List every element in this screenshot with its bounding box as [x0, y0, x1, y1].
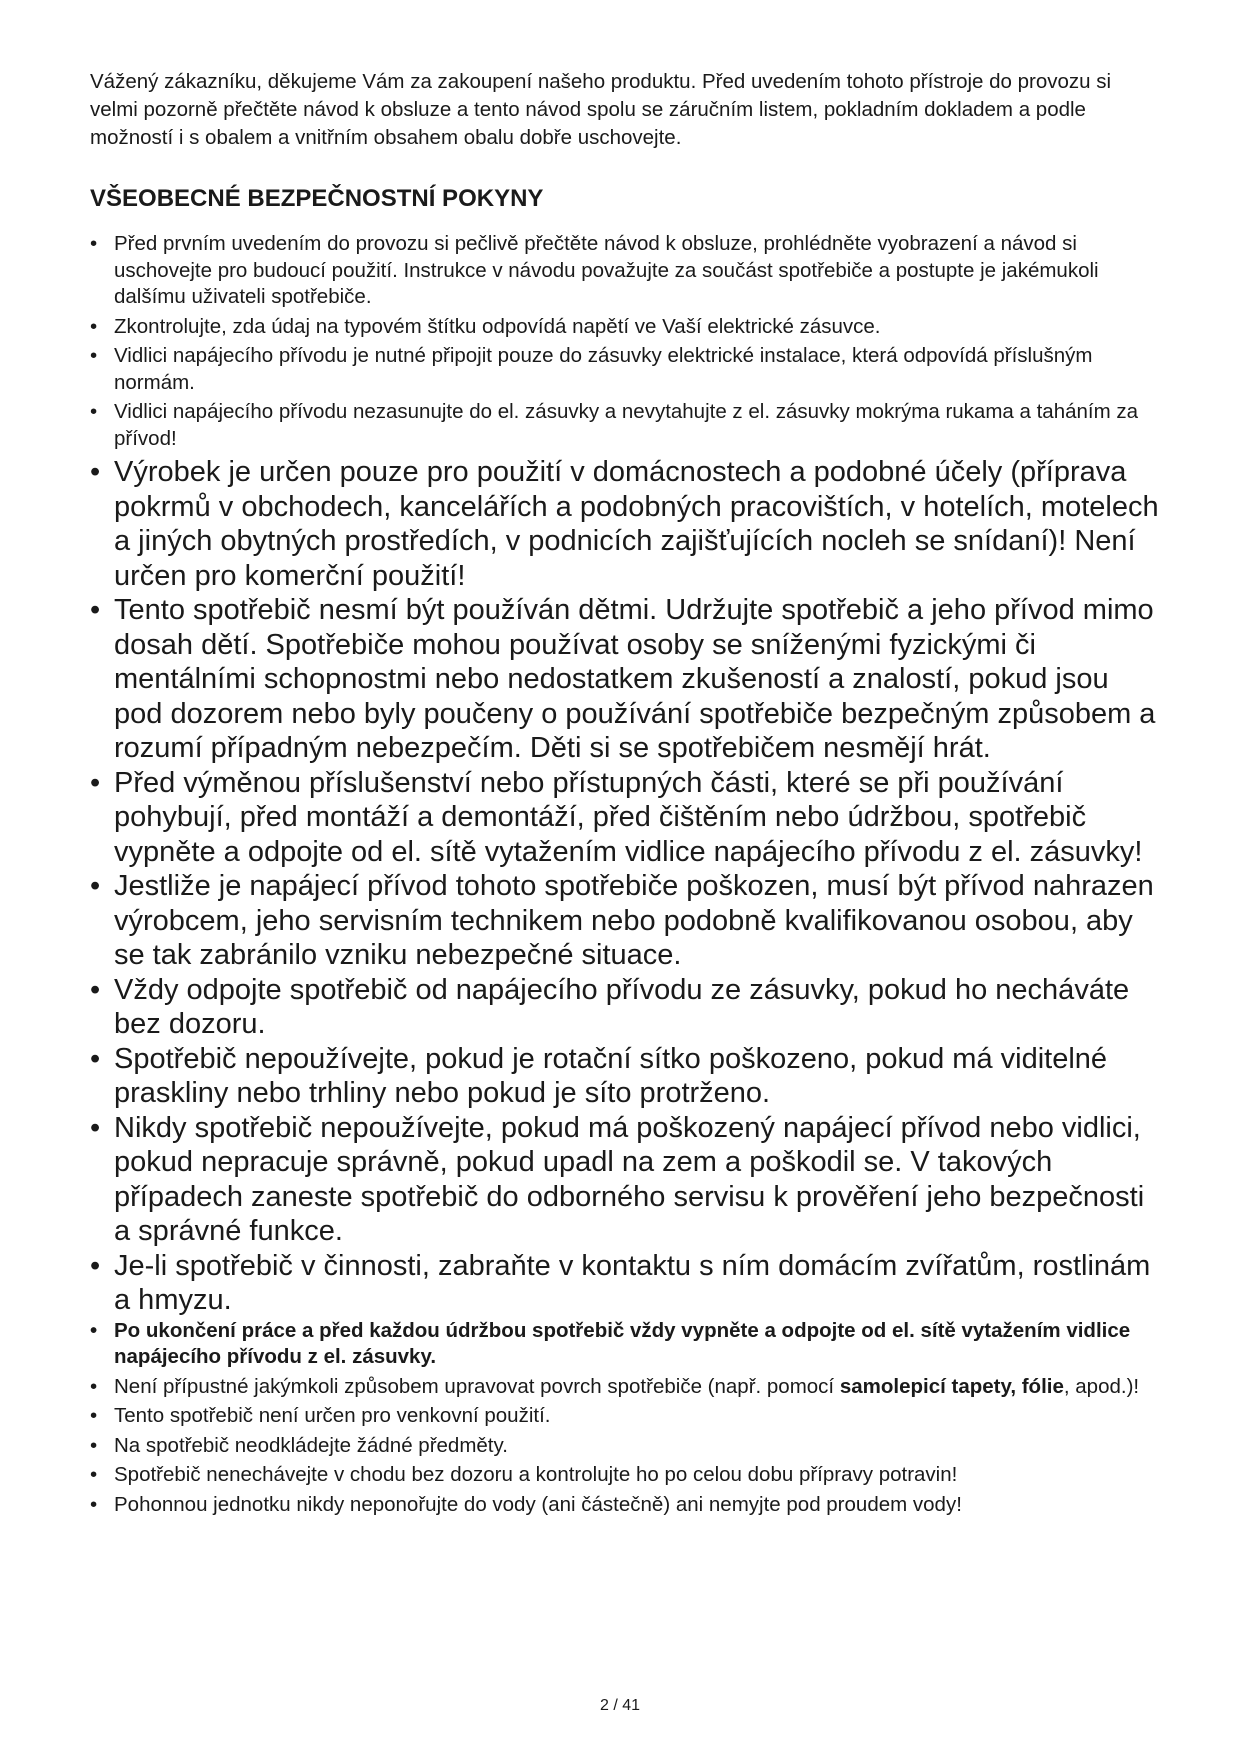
- list-item-text: , apod.)!: [1063, 1374, 1140, 1398]
- intro-paragraph: Vážený zákazníku, děkujeme Vám za zakoupení našeho produktu. Před uvedením tohoto přístroje do provozu si velmi pozorně přečtěte návod k obsluze a tento návod spolu se záručním listem, pokladním dokladem a podle možností i s obalem a vnitřním obsahem obalu dobře uschovejte.: [90, 70, 1112, 149]
- list-item-text: Není přípustné jakýmkoli způsobem upravovat povrch spotřebiče (např. pomocí: [114, 1374, 840, 1398]
- list-item: • Nikdy spotřebič nepoužívejte, pokud má poškozený napájecí přívod nebo vidlici, pokud nepracuje správně, pokud upadl na zem a poškodil se. V takových případech zaneste spotřebič do odborného servisu k prověření jeho bezpečnosti a správné funkce.: [90, 1111, 1160, 1249]
- list-item: • Před prvním uvedením do provozu si pečlivě přečtěte návod k obsluze, prohlédněte vyobrazení a návod si uschovejte pro budoucí použití. Instrukce v návodu považujte za součást spotřebiče a postupte je jakémukoli dalšímu uživateli spotřebiče.: [90, 231, 1160, 311]
- list-item: • Spotřebič nenechávejte v chodu bez dozoru a kontrolujte ho po celou dobu přípravy potravin!: [90, 1462, 1160, 1489]
- safety-list: [90, 231, 1160, 1518]
- list-item: • Výrobek je určen pouze pro použití v domácnostech a podobné účely (příprava pokrmů v obchodech, kancelářích a podobných pracovištích, v hotelích, motelech a jiných obytných prostředích, v podnicích zajišťujících nocleh se snídaní)! Není určen pro komerční použití!: [90, 455, 1160, 593]
- list-item-bold-text: samolepicí tapety, fólie: [839, 1374, 1064, 1398]
- list-item: • Po ukončení práce a před každou údržbou spotřebič vždy vypněte a odpojte od el. sítě vytažením vidlice napájecího přívodu z el. zásuvky.: [90, 1318, 1160, 1371]
- list-item: • Tento spotřebič není určen pro venkovní použití.: [90, 1403, 1160, 1430]
- list-item: • Vidlici napájecího přívodu je nutné připojit pouze do zásuvky elektrické instalace, která odpovídá příslušným normám.: [90, 343, 1160, 396]
- list-item: • Zkontrolujte, zda údaj na typovém štítku odpovídá napětí ve Vaší elektrické zásuvce.: [90, 314, 1160, 341]
- list-item: [90, 1374, 1160, 1401]
- list-item: • Vidlici napájecího přívodu nezasunujte do el. zásuvky a nevytahujte z el. zásuvky mokrýma rukama a taháním za přívod!: [90, 399, 1160, 452]
- list-item: • Vždy odpojte spotřebič od napájecího přívodu ze zásuvky, pokud ho necháváte bez dozoru.: [90, 973, 1160, 1042]
- list-item: • Je-li spotřebič v činnosti, zabraňte v kontaktu s ním domácím zvířatům, rostlinám a hmyzu.: [90, 1249, 1160, 1318]
- page-number: 2 / 41: [599, 1697, 641, 1714]
- document-page: [90, 68, 1160, 1521]
- list-item: • Jestliže je napájecí přívod tohoto spotřebiče poškozen, musí být přívod nahrazen výrobcem, jeho servisním technikem nebo podobně kvalifikovanou osobou, aby se tak zabránilo vzniku nebezpečné situace.: [90, 869, 1160, 973]
- list-item: • Tento spotřebič nesmí být používán dětmi. Udržujte spotřebič a jeho přívod mimo dosah dětí. Spotřebiče mohou používat osoby se sníženými fyzickými či mentálními schopnostmi nebo nedostatkem zkušeností a znalostí, pokud jsou pod dozorem nebo byly poučeny o používání spotřebiče bezpečným způsobem a rozumí případným nebezpečím. Děti si se spotřebičem nesmějí hrát.: [90, 593, 1160, 766]
- list-item: • Spotřebič nepoužívejte, pokud je rotační sítko poškozeno, pokud má viditelné praskliny nebo trhliny nebo pokud je síto protrženo.: [90, 1042, 1160, 1111]
- list-item: • Před výměnou příslušenství nebo přístupných části, které se při používání pohybují, před montáží a demontáží, před čištěním nebo údržbou, spotřebič vypněte a odpojte od el. sítě vytažením vidlice napájecího přívodu z el. zásuvky!: [90, 766, 1160, 870]
- list-item: • Na spotřebič neodkládejte žádné předměty.: [90, 1433, 1160, 1460]
- section-heading: VŠEOBECNÉ BEZPEČNOSTNÍ POKYNY: [90, 185, 544, 212]
- list-item: • Pohonnou jednotku nikdy neponořujte do vody (ani částečně) ani nemyjte pod proudem vody!: [90, 1492, 1160, 1519]
